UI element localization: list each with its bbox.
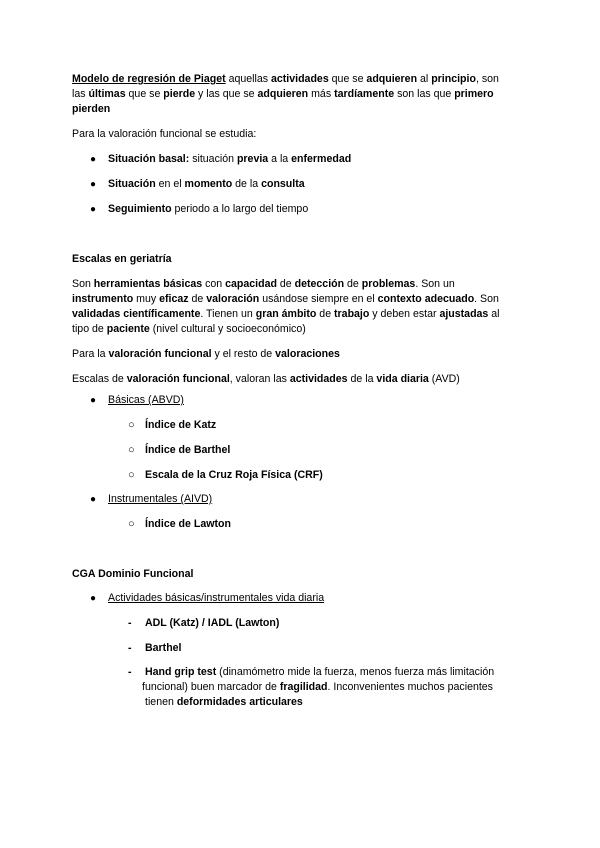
escalas-p3: Escalas de valoración funcional, valoran las actividades de la vida diaria (AVD) — [72, 373, 460, 385]
list-item: Escala de la Cruz Roja Física (CRF) — [145, 469, 323, 481]
intro-line-3: pierden — [72, 103, 111, 115]
list-item: Seguimiento periodo a lo largo del tiempo — [108, 203, 309, 215]
bullet-icon: ● — [90, 593, 97, 604]
escalas-p2: Para la valoración funcional y el resto de valoraciones — [72, 348, 340, 360]
bullet-icon: ● — [90, 494, 97, 505]
intro-title: Modelo de regresión de Piaget — [72, 73, 226, 85]
list-item: ADL (Katz) / IADL (Lawton) — [145, 617, 280, 629]
dash-bullet-icon: - — [128, 642, 132, 654]
list-item-instrumentales: Instrumentales (AIVD) — [108, 493, 213, 505]
handgrip-line-3: tienen deformidades articulares — [145, 696, 303, 708]
list-item: Índice de Lawton — [145, 518, 231, 530]
circle-bullet-icon: ○ — [128, 444, 135, 456]
cga-heading: CGA Dominio Funcional — [72, 568, 194, 580]
circle-bullet-icon: ○ — [128, 419, 135, 431]
intro-line-1: Modelo de regresión de Piaget aquellas actividades que se adquieren al principio, son — [72, 73, 499, 85]
bullet-icon: ● — [90, 204, 97, 215]
dash-bullet-icon: - — [128, 617, 132, 629]
list-item-cga: Actividades básicas/instrumentales vida diaria — [108, 592, 325, 604]
escalas-p1-line-3: validadas científicamente. Tienen un gran ámbito de trabajo y deben estar ajustadas al — [72, 308, 500, 320]
bullet-icon: ● — [90, 179, 97, 190]
list-item: Situación en el momento de la consulta — [108, 178, 305, 190]
dash-bullet-icon: - — [128, 666, 132, 678]
handgrip-line-2: funcional) buen marcador de fragilidad. Inconvenientes muchos pacientes — [142, 681, 493, 693]
valoracion-heading: Para la valoración funcional se estudia: — [72, 128, 257, 140]
bullet-icon: ● — [90, 154, 97, 165]
escalas-p1-line-2: instrumento muy eficaz de valoración usándose siempre en el contexto adecuado. Son — [72, 293, 499, 305]
escalas-heading: Escalas en geriatría — [72, 253, 172, 265]
list-item-basicas: Básicas (ABVD) — [108, 394, 184, 406]
list-item: Índice de Katz — [145, 419, 217, 431]
escalas-p1-line-1: Son herramientas básicas con capacidad de detección de problemas. Son un — [72, 278, 455, 290]
circle-bullet-icon: ○ — [128, 518, 135, 530]
intro-line-2: las últimas que se pierde y las que se adquieren más tardíamente son las que primero — [72, 88, 494, 100]
circle-bullet-icon: ○ — [128, 469, 135, 481]
escalas-p1-line-4: tipo de paciente (nivel cultural y socioeconómico) — [72, 323, 306, 335]
list-item: Barthel — [145, 642, 182, 654]
bullet-icon: ● — [90, 395, 97, 406]
list-item: Situación basal: situación previa a la enfermedad — [108, 153, 352, 165]
list-item: Índice de Barthel — [145, 444, 231, 456]
handgrip-line-1: Hand grip test (dinamómetro mide la fuerza, menos fuerza más limitación — [145, 666, 495, 678]
